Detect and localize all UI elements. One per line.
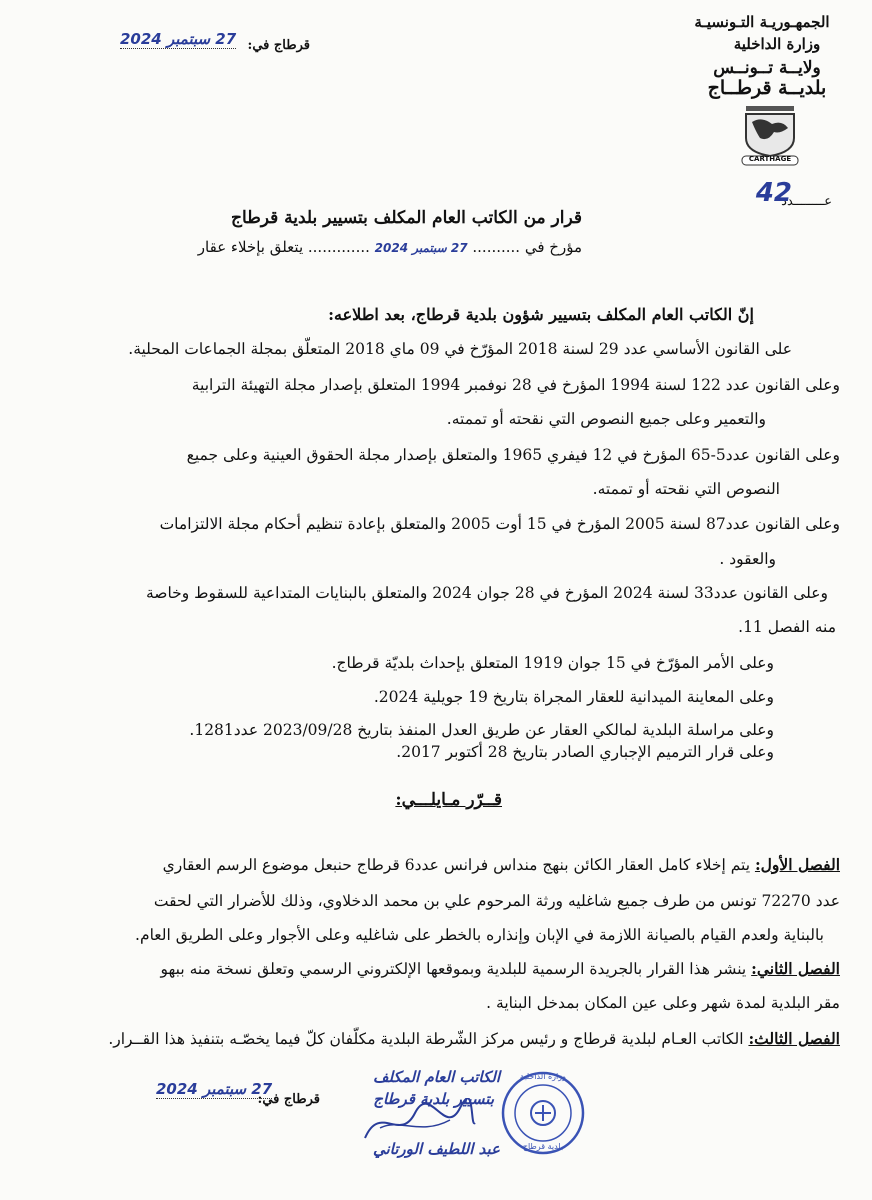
- article-3: [108, 1028, 840, 1050]
- top-dateline: [100, 30, 310, 56]
- governorate-heading: ولايــة تــونــس: [713, 58, 821, 78]
- article-1-title: الفصل الأول:: [754, 855, 840, 874]
- article-2-line: ينشر هذا القرار بالجريدة الرسمية للبلدية وبموقعها الإلكتروني الرسمي وتعلق نسخة منه ببهو: [160, 960, 752, 978]
- top-dateline-label: قرطاج في:: [247, 38, 310, 53]
- article-2-title: الفصل الثاني:: [751, 959, 840, 978]
- reference-label: عــــــــدد: [781, 194, 832, 209]
- signature-title-line1: الكاتب العام المكلف: [373, 1068, 500, 1086]
- recital-line: والتعمير وعلى جميع النصوص التي نقحته أو تممته.: [446, 410, 766, 428]
- reference-handwritten-number: 42: [755, 178, 792, 208]
- title-prefix: مؤرخ في ..........: [472, 238, 582, 256]
- article-1: [163, 854, 840, 876]
- recital-line: النصوص التي نقحته أو تممته.: [592, 480, 780, 498]
- official-stamp: [500, 1070, 586, 1156]
- bottom-dateline-label: قرطاج في:: [257, 1092, 320, 1107]
- title-suffix: ............. يتعلق بإخلاء عقار: [197, 238, 370, 256]
- decision-date-line: [198, 238, 582, 256]
- carthage-emblem-icon: [738, 104, 802, 166]
- article-3-title: الفصل الثالث:: [748, 1029, 840, 1048]
- recital-line: وعلى القانون عدد33 لسنة 2024 المؤرخ في 28 جوان 2024 والمتعلق بالبنايات المتداعية للسقوط وخاصة: [145, 584, 828, 602]
- recital-line: وعلى الأمر المؤرّخ في 15 جوان 1919 المتعلق بإحداث بلديّة قرطاج.: [331, 654, 774, 672]
- recital-line: وعلى القانون عدد5-65 المؤرخ في 12 فيفري 1965 والمتعلق بإصدار مجلة الحقوق العينية وعلى جميع: [186, 446, 840, 464]
- republic-heading: الجمهـوريـة التـونسيـة: [694, 13, 830, 31]
- article-2-line: مقر البلدية لمدة شهر وعلى عين المكان بمدخل البناية .: [486, 994, 840, 1012]
- bottom-dateline: [150, 1080, 320, 1108]
- title-handwritten-date: 27 سبتمبر 2024: [374, 241, 468, 255]
- reference-number: [692, 178, 832, 210]
- stamp-top-text: وزارة الداخلية: [520, 1072, 566, 1081]
- signatory-name: عبد اللطيف الورتاني: [372, 1140, 500, 1158]
- recital-line: وعلى القانون عدد87 لسنة 2005 المؤرخ في 15 أوت 2005 والمتعلق بإعادة تنظيم أحكام مجلة الالتزامات: [159, 515, 840, 533]
- recital-line: منه الفصل 11.: [738, 618, 836, 636]
- recital-line: على القانون الأساسي عدد 29 لسنة 2018 المؤرّخ في 09 ماي 2018 المتعلّق بمجلة الجماعات المحلية.: [128, 340, 792, 358]
- recital-line: وعلى مراسلة البلدية لمالكي العقار عن طريق العدل المنفذ بتاريخ 2023/09/28 عدد1281.: [189, 721, 774, 739]
- signature-scribble-icon: [360, 1098, 480, 1148]
- signature-block: [340, 1068, 500, 1168]
- article-1-line: يتم إخلاء كامل العقار الكائن بنهج منداس فرانس عدد6 قرطاج حنبعل موضوع الرسم العقاري: [162, 856, 755, 874]
- bottom-handwritten-date: 27 سبتمبر 2024: [156, 1080, 273, 1098]
- article-3-line: الكاتب العـام لبلدية قرطاج و رئيس مركز الشّرطة البلدية مكلّفان كلّ فيما يخصّـه بتنفيذ هذا القــرار.: [108, 1030, 749, 1048]
- article-1-line: بالبناية ولعدم القيام بالصيانة اللازمة في الإبان وإنذاره بالخطر على شاغليه وعلى الأجوار وعلى الطريق العام.: [135, 926, 824, 944]
- recital-line: والعقود .: [719, 550, 776, 568]
- recital-line: وعلى المعاينة الميدانية للعقار المجراة بتاريخ 19 جويلية 2024.: [373, 688, 774, 706]
- emblem-caption: CARTHAGE: [748, 155, 792, 163]
- article-1-line: عدد 72270 تونس من طرف جميع شاغليه ورثة المرحوم علي بن محمد الدخلاوي، وذلك للأضرار التي لحقت: [153, 892, 840, 910]
- top-handwritten-date: 27 سبتمبر 2024: [120, 30, 237, 48]
- decision-heading: قــرّر مـايلـــي:: [395, 790, 502, 810]
- recital-line: وعلى قرار الترميم الإجباري الصادر بتاريخ 28 أكتوبر 2017.: [396, 743, 774, 761]
- stamp-bottom-text: بلدية قرطاج: [522, 1142, 564, 1151]
- preamble: إنّ الكاتب العام المكلف بتسيير شؤون بلدية قرطاج، بعد اطلاعه:: [328, 305, 754, 324]
- article-2: [161, 958, 841, 980]
- ministry-heading: وزارة الداخلية: [733, 35, 821, 53]
- municipality-heading: بلديــة قرطــاج: [707, 77, 827, 99]
- recital-line: وعلى القانون عدد 122 لسنة 1994 المؤرخ في 28 نوفمبر 1994 المتعلق بإصدار مجلة التهيئة الترابية: [191, 376, 840, 394]
- decision-title: قرار من الكاتب العام المكلف بتسيير بلدية قرطاج: [231, 208, 582, 228]
- signature-title-line2: بتسيير بلدية قرطاج: [373, 1090, 494, 1108]
